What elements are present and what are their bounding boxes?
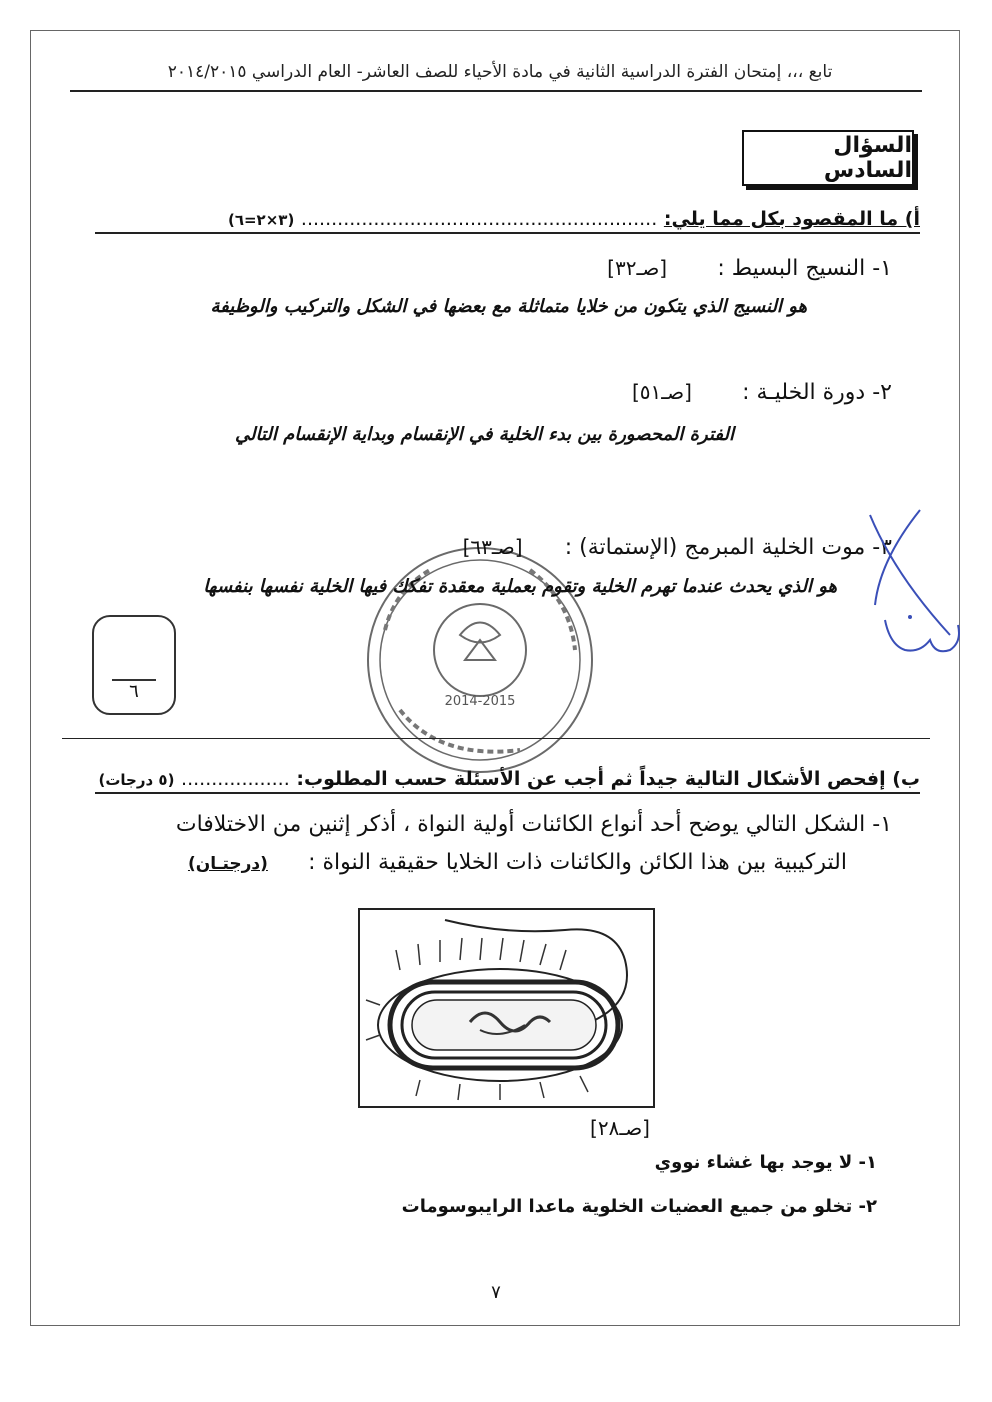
part-b-q1-marks: (درجتـان) <box>187 854 268 874</box>
part-a-marks: (٣×٢=٦) <box>227 211 295 229</box>
score-value: ٦ <box>129 681 139 702</box>
item-1-ref: [صـ٣٢] <box>607 256 668 280</box>
item-1-answer: هو النسيج الذي يتكون من خلايا متماثلة مع بعضها في الشكل والتركيب والوظيفة <box>210 296 807 317</box>
part-a-dots: ........................................................... <box>300 208 658 230</box>
question-title-box <box>742 130 914 186</box>
part-b-q1-line2: التركيبية بين هذا الكائن والكائنات ذات الخلايا حقيقية النواة : <box>308 850 847 875</box>
prokaryote-figure <box>358 908 655 1108</box>
section-divider <box>62 738 930 739</box>
item-3-ref: [صـ٦٣] <box>462 535 523 559</box>
part-b-heading-row <box>95 768 920 790</box>
header-divider <box>70 90 922 92</box>
item-1-term: ١- النسيج البسيط : <box>717 256 892 281</box>
score-box <box>92 615 176 715</box>
item-1-term-row <box>607 256 892 281</box>
part-a-divider <box>95 232 920 234</box>
figure-ref: [صـ٢٨] <box>590 1116 650 1140</box>
page-number: ٧ <box>491 1282 501 1303</box>
stamp-years: 2014-2015 <box>444 694 516 709</box>
part-a-heading: أ) ما المقصود بكل مما يلي: <box>663 208 920 230</box>
part-b-q1-line1: ١- الشكل التالي يوضح أحد أنواع الكائنات أولية النواة ، أذكر إثنين من الاختلافات <box>175 812 892 837</box>
item-2-answer: الفترة المحصورة بين بدء الخلية في الإنقسام وبداية الإنقسام التالي <box>235 424 734 445</box>
part-b-q1-line2-row <box>188 850 847 875</box>
question-title: السؤال السادس <box>823 133 912 183</box>
part-b-marks: (٥ درجات) <box>98 771 175 789</box>
prokaryote-diagram <box>360 910 653 1106</box>
teacher-cross-mark <box>855 505 965 675</box>
part-b-answer-1: ١- لا يوجد بها غشاء نووي <box>654 1152 877 1173</box>
item-2-ref: [صـ٥١] <box>631 380 692 404</box>
item-2-term: ٢- دورة الخليـة : <box>742 380 892 405</box>
part-b-dots: .................. <box>181 768 290 790</box>
part-b-divider <box>95 792 920 794</box>
item-2-term-row <box>632 380 892 405</box>
item-3-term-row <box>463 535 892 560</box>
part-b-answer-2: ٢- تخلو من جميع العضيات الخلوية ماعدا الرايبوسومات <box>401 1196 877 1217</box>
exam-header: تابع ،،، إمتحان الفترة الدراسية الثانية في مادة الأحياء للصف العاشر- العام الدراسي ٢٠١٤/٢٠١٥ <box>167 62 833 82</box>
part-b-heading: ب) إفحص الأشكال التالية جيداً ثم أجب عن الأسئلة حسب المطلوب: <box>296 768 920 790</box>
item-3-answer: هو الذي يحدث عندما تهرم الخلية وتقوم بعملية معقدة تفكك فيها الخلية نفسها بنفسها <box>203 576 837 597</box>
part-a-heading-row <box>100 208 920 230</box>
item-3-term: ٣- موت الخلية المبرمج (الإستماتة) : <box>564 535 892 560</box>
